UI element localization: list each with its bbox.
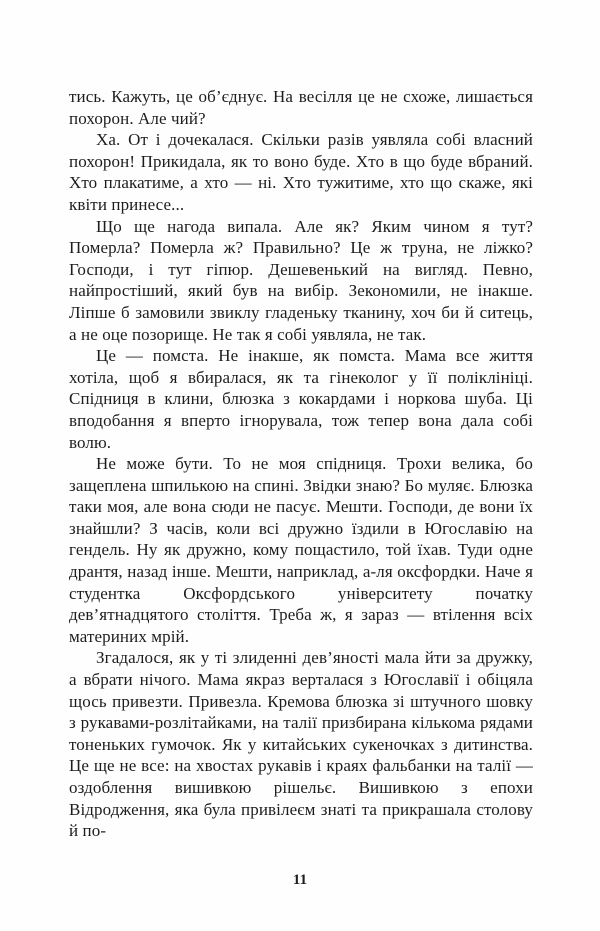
- paragraph: Не може бути. То не моя спідниця. Трохи велика, бо защеплена шпилькою на спині. Звідки знаю? Бо муляє. Блюзка таки моя, але вона сюди не пасує. Мешти. Господи, де вони їх знайшли? З часів, коли всі дружно їздили в Югославію на гендель. Ну як дружно, кому пощастило, той їхав. Туди одне дрантя, назад інше. Мешти, наприклад, а-ля оксфордки. Наче я студентка Оксфордського університету початку дев’ятнадцятого століття. Треба ж, я зараз — втілення всіх материних мрій.: [69, 454, 533, 646]
- paragraph: Ха. От і дочекалася. Скільки разів уявляла собі власний похорон! Прикидала, як то воно буде. Хто в що буде вбраний. Хто плакатиме, а хто — ні. Хто тужитиме, хто що скаже, які квіти принесе...: [69, 130, 533, 214]
- paragraph: Згадалося, як у ті злиденні дев’яності мала йти за дружку, а вбрати нічого. Мама якраз верталася з Югославії і обіцяла щось привезти. Привезла. Кремова блюзка зі штучного шовку з рукавами-розлітайками, на талії призбирана кількома рядами тоненьких гумочок. Як у китайських сукеночках з дитинства. Це ще не все: на хвостах рукавів і краях фальбанки на талії — оздоблення вишивкою рішельє. Вишивкою з епохи Відродження, яка була привілеєм знаті та прикрашала столову й по-: [69, 648, 533, 841]
- paragraph: Це — помста. Не інакше, як помста. Мама все життя хотіла, щоб я вбиралася, як та гінеколог у її поліклініці. Спідниця в клини, блюзка з кокардами і норкова шуба. Ці вподобання я вперто ігнорувала, тож тепер вона дала собі волю.: [69, 346, 533, 452]
- paragraph: Що ще нагода випала. Але як? Яким чином я тут? Померла? Померла ж? Правильно? Це ж труна, не ліжко? Господи, і тут гіпюр. Дешевенький на вигляд. Певно, найпростіший, який був на вибір. Зекономили, не інакше. Ліпше б замовили звиклу гладеньку тканину, хоч би й ситець, а не оце позорище. Не так я собі уявляла, не так.: [69, 216, 533, 344]
- page-text: [69, 86, 533, 842]
- paragraph: тись. Кажуть, це об’єднує. На весілля це не схоже, лишається похорон. Але чий?: [69, 87, 533, 128]
- page-number: 11: [292, 872, 308, 888]
